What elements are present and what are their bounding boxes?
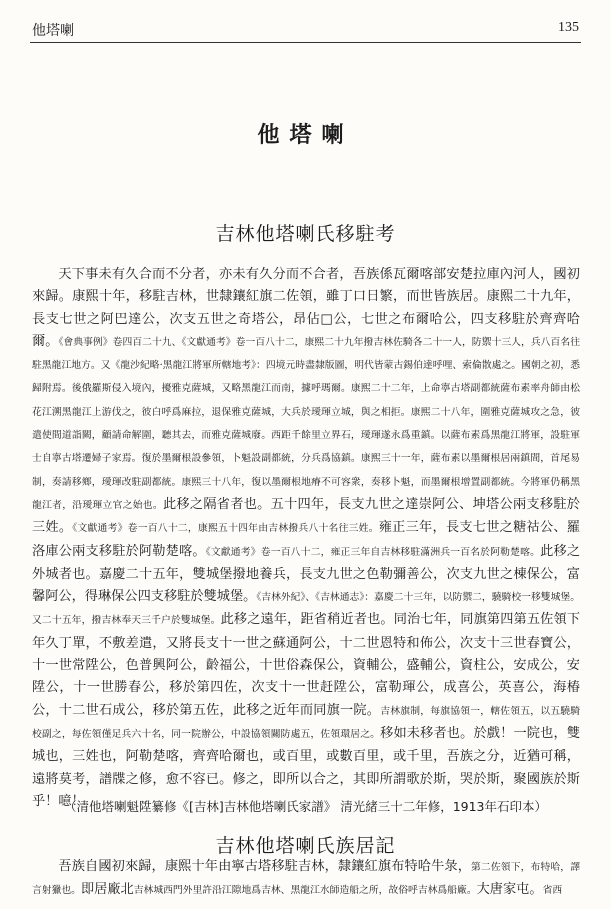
body-segment: 吾族自國初來歸，康熙十年由寧古塔移駐吉林，隸鑲紅旗布特哈牛彔， [58, 859, 472, 874]
migration-article-body [32, 264, 580, 813]
body-segment: 移如未移者也。於戲！一院也，雙城也，三姓也，阿勒楚喀，齊齊哈爾也，或百里，或數百里，或千里，吾族之分，近猶可稱，遠將莫考，譜牒之修，愈不容已。修之，即所以合之，其即所謂歌於斯，哭於斯，聚國族於斯乎！噫！ [32, 725, 581, 809]
body-segment: 此移之隔省者也。五十四年，長支九世之達崇阿公、坤塔公兩支移駐於三姓。 [32, 496, 580, 536]
running-header [30, 18, 581, 43]
body-segment: 此移之外城者也。嘉慶二十五年，雙城堡撥地養兵，長支九世之色勒彌善公，次支九世之棟保公，富馨阿公，得琳保公四支移駐於雙城堡。 [32, 543, 581, 605]
annotation-note: 第二佐領下，布特哈，譯言射獵也。 [32, 862, 581, 897]
section-title-residence: 吉林他塔喇氏族居記 [215, 835, 396, 857]
residence-article-body [32, 856, 580, 903]
header-book-title: 他塔喇 [32, 23, 74, 39]
annotation-note: 《吉林外紀》、《吉林通志》：嘉慶二十三年，以防禦二，驍騎校一移雙城堡。又二十五年，撥吉林奉天三千户於雙城堡。 [32, 592, 580, 627]
annotation-note: 吉林城西門外里許沿江隙地爲吉林、黑龍江水師造船之所，故俗呼吉林爲船廠。 [133, 885, 477, 897]
annotation-note: 吉林旗制，每旗協領一，轄佐領五，以五驍騎校副之，每佐領僅足兵六十名，同一院辦公，中設協領關防處五，佐領環居之。 [32, 705, 581, 740]
body-segment: 此移之遠年，距省稍近者也。同治七年，同旗第四第五佐領下年久丁單，不敷差遣，又將長支十一世之蘇通阿公，十二世恩特和佈公，次支十三世春寶公，十一世常陞公，色普興阿公，齡福公，十世俗森保公，資輔公，盛輔公，資柱公，安成公，安陞公，十一世勝春公，移於第四佐，次支十一世赶陞公，富勒琿公，成喜公，英喜公，海椿公，十二世石成公，移於第五佐，此移之近年而同旗一院。 [32, 612, 581, 718]
section-title-migration: 吉林他塔喇氏移駐考 [215, 223, 396, 245]
body-segment: 大唐家屯。 [476, 882, 543, 898]
annotation-note: 《文獻通考》卷一百八十二，雍正三年自吉林移駐滿洲兵一百名於阿勒楚喀。 [205, 546, 541, 558]
page-number: 135 [558, 20, 579, 35]
annotation-note: 省西 [542, 885, 563, 897]
chapter-title: 他塔喇 [257, 122, 354, 148]
body-segment: 即居廠北 [80, 882, 134, 898]
body-segment: 天下事未有久合而不分者，亦未有久分而不合者，吾族係瓦爾喀部安楚拉庫內河人，國初來歸。康熙十年，移駐吉林，世隸鑲紅旗二佐領，雖丁口日繁，而世皆族居。康熙二十九年，長支七世之阿巴達公，次支五世之奇塔公，昂佔□公，七世之布爾哈公，四支移駐於齊齊哈爾。 [32, 267, 580, 349]
body-segment: 雍正三年，長支七世之糖祜公、羅洛庫公兩支移駐於阿勒楚喀。 [32, 520, 581, 559]
annotation-note: 《會典事例》卷四百二十九、《文獻通考》卷一百八十二，康熙二十九年撥吉林佐騎各二十一人，防禦十三人，兵八百名往駐黑龍江地方。又《龍沙紀略·黑龍江將軍所轄地考》：四境元時盡隸版圖，明代皆蒙古錫伯達呼哩、索倫散處之。國朝之初，悉歸附焉。後俄羅斯侵入境內，擾雅克薩城，又略黑龍江而南，據呼瑪爾。康熙二十二年，上命寧古塔副都統薩布素率舟師由松花江溯黑龍江上游伐之，彼白呼爲麻拉，退保雅克薩城，大兵於璦琿立城，與之相拒。康熙二十八年，圍雅克薩城攻之急，彼遣使間道詣闕，顧請命解圍，聽其去，而雅克薩城廢。西距千餘里立界石，璦琿遂永爲重鎮。以薩布素爲黑龍江將軍，設駐軍士自寧古塔遷婦子家焉。復於墨爾根設參領，卜魁設副都統，分兵爲協鎮。康熙三十一年，薩布素以墨爾根居兩鎮間，首尾易制，奏請移鄉，璦琿改駐副都統。康熙三十八年，復以墨爾根地瘠不可容衆，奏移卜魁，而墨爾根增置副都統。今將軍仍稱黑龍江者，沿璦琿立官之始也。 [32, 336, 581, 511]
annotation-note: 《文獻通考》卷一百八十二，康熙五十四年由吉林撥兵八十名往三姓。 [72, 523, 379, 535]
source-citation: （清他塔喇魁陞纂修《[吉林]吉林他塔喇氏家譜》 清光緒三十二年修，1913年石印本） [63, 799, 548, 814]
